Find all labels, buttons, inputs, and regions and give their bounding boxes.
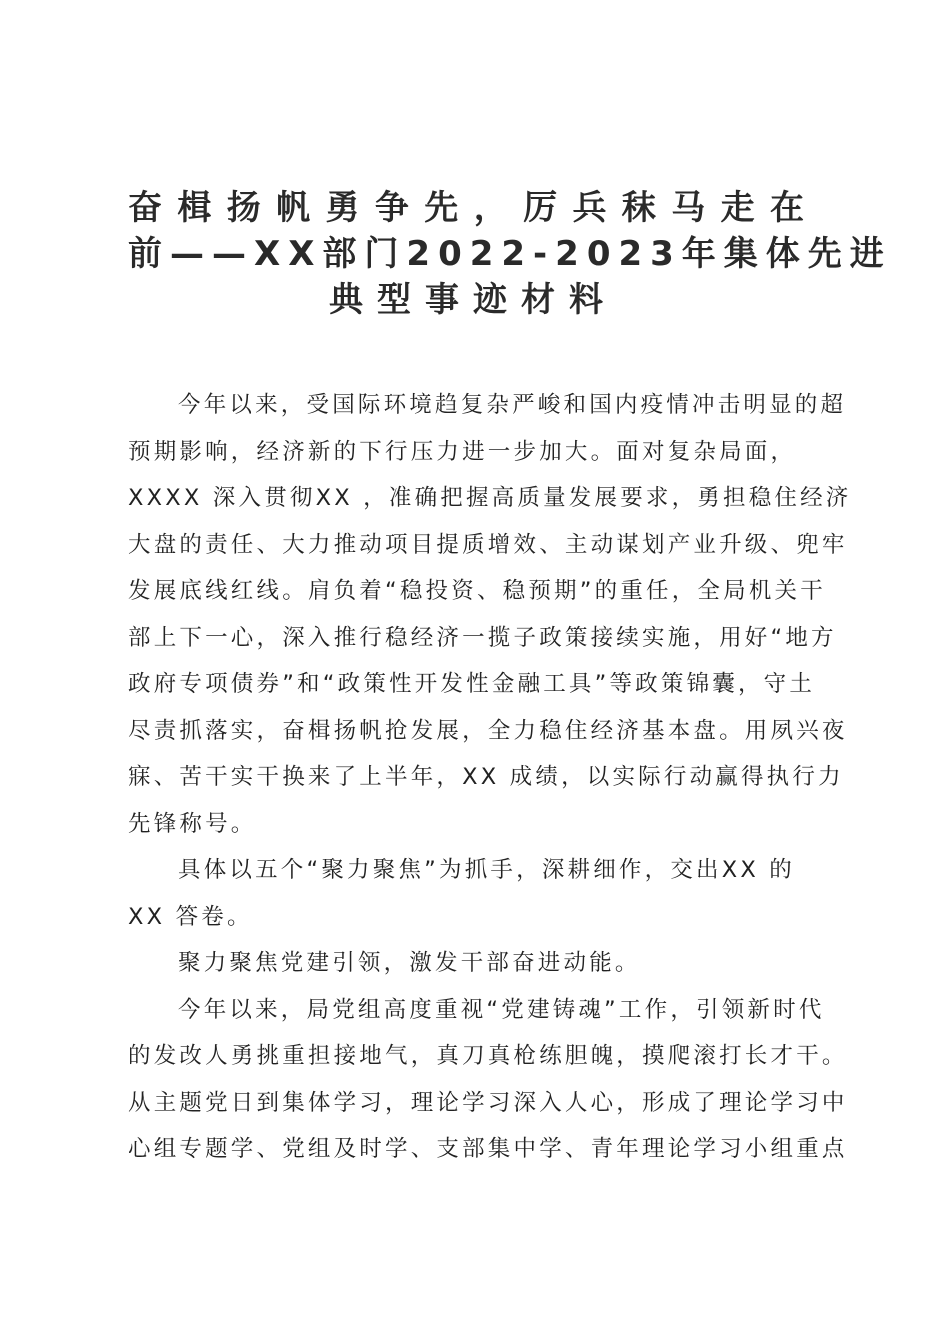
title-line: 典型事迹材料 bbox=[329, 280, 617, 320]
paragraph-line: 部上下一心，深入推行稳经济一揽子政策接续实施，用好“地方 bbox=[128, 624, 837, 651]
paragraph-line: 从主题党日到集体学习，理论学习深入人心，形成了理论学习中 bbox=[128, 1089, 848, 1116]
paragraph-line: 先锋称号。 bbox=[128, 810, 257, 837]
paragraph-line: 发展底线红线。肩负着“稳投资、稳预期”的重任，全局机关干 bbox=[128, 578, 826, 604]
paragraph-line: 的发改人勇挑重担接地气，真刀真枪练胆魄，摸爬滚打长才干。 bbox=[128, 1043, 848, 1069]
paragraph-line: 预期影响，经济新的下行压力进一步加大。面对复杂局面， bbox=[128, 438, 797, 465]
document-title bbox=[128, 185, 892, 323]
section-heading: 聚力聚焦党建引领，激发干部奋进动能。 bbox=[178, 950, 641, 976]
paragraph-line: 今年以来，局党组高度重视“党建铸魂”工作，引领新时代 bbox=[178, 996, 825, 1023]
paragraph-line: XX 答卷。 bbox=[128, 903, 253, 930]
title-line: 前——XX部门2022-2023年集体先进 bbox=[128, 234, 892, 274]
document-body bbox=[128, 382, 852, 1173]
paragraph-line: XXXX 深入贯彻XX ，准确把握高质量发展要求，勇担稳住经济 bbox=[128, 485, 852, 511]
title-line: 奋楫扬帆勇争先，厉兵秣马走在 bbox=[128, 188, 818, 228]
paragraph-line: 大盘的责任、大力推动项目提质增效、主动谋划产业升级、兜牢 bbox=[128, 531, 848, 558]
paragraph-line: 具体以五个“聚力聚焦”为抓手，深耕细作，交出XX 的 bbox=[178, 857, 795, 883]
paragraph-line: 心组专题学、党组及时学、支部集中学、青年理论学习小组重点 bbox=[128, 1136, 848, 1162]
paragraph-line: 政府专项债券”和“政策性开发性金融工具”等政策锦囊，守土 bbox=[128, 671, 816, 697]
paragraph-line: 今年以来，受国际环境趋复杂严峻和国内疫情冲击明显的超 bbox=[178, 392, 847, 418]
paragraph-line: 寐、苦干实干换来了上半年，XX 成绩，以实际行动赢得执行力 bbox=[128, 764, 844, 790]
paragraph-line: 尽责抓落实，奋楫扬帆抢发展，全力稳住经济基本盘。用夙兴夜 bbox=[128, 717, 848, 744]
